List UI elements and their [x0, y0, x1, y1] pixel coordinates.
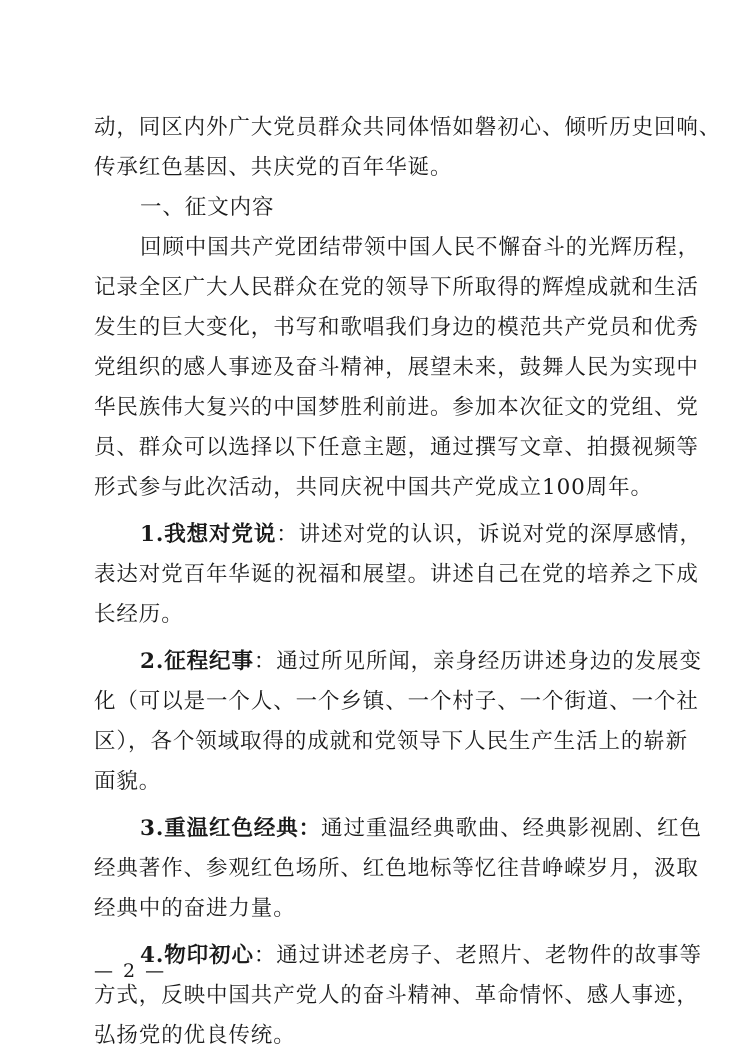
paragraph-line: [94, 849, 699, 889]
page-number: — 2 —: [94, 960, 167, 982]
line-text: 区），各个领域取得的成就和党领导下人民生产生活上的崭新: [94, 729, 689, 754]
paragraph-first-line: [94, 228, 701, 268]
line-text: 员、群众可以选择以下任意主题，通过撰写文章、拍摄视频等: [94, 435, 699, 460]
paragraph-first-line: [94, 188, 654, 228]
paragraph-first-line: [94, 642, 702, 682]
line-text: 传承红色基因、共庆党的百年华诞。: [94, 155, 453, 180]
line-text: 回顾中国共产党团结带领中国人民不懈奋斗的光辉历程，: [140, 235, 701, 260]
line-text: 方式，反映中国共产党人的奋斗精神、革命情怀、感人事迹，: [94, 983, 699, 1008]
line-text: 一、征文内容: [140, 195, 275, 220]
line-text: 化（可以是一个人、一个乡镇、一个村子、一个街道、一个社: [94, 689, 699, 714]
paragraph-line: [94, 268, 699, 308]
document-body: [94, 108, 722, 1056]
line-text: 弘扬党的优良传统。: [94, 1023, 296, 1048]
line-text: 党组织的感人事迹及奋斗精神，展望未来，鼓舞人民为实现中: [94, 355, 699, 380]
paragraph-line: [94, 148, 654, 188]
line-text: 表达对党百年华诞的祝福和展望。讲述自己在党的培养之下成: [94, 562, 699, 587]
paragraph-line: [94, 428, 699, 468]
paragraph-line: [94, 1016, 654, 1056]
line-text: 经典著作、参观红色场所、红色地标等忆往昔峥嵘岁月，汲取: [94, 856, 699, 881]
paragraph-line: [94, 682, 699, 722]
line-text: ：通过所见所闻，亲身经历讲述身边的发展变: [253, 649, 702, 674]
line-text: 形式参与此次活动，共同庆祝中国共产党成立100周年。: [94, 475, 653, 500]
paragraph-line: [94, 108, 722, 148]
paragraph-line: [94, 595, 654, 635]
line-text: 长经历。: [94, 602, 184, 627]
line-text: 记录全区广大人民群众在党的领导下所取得的辉煌成就和生活: [94, 275, 699, 300]
line-text: 发生的巨大变化，书写和歌唱我们身边的模范共产党员和优秀: [94, 315, 699, 340]
line-text: 华民族伟大复兴的中国梦胜利前进。参加本次征文的党组、党: [94, 395, 699, 420]
paragraph-line: [94, 976, 699, 1016]
paragraph-line: [94, 308, 699, 348]
paragraph-line: [94, 722, 689, 762]
paragraph-first-line: [94, 936, 702, 976]
paragraph-line: [94, 348, 699, 388]
line-text: 通过重温经典歌曲、经典影视剧、红色: [321, 816, 702, 841]
line-text: ：讲述对党的认识，诉说对党的深厚感情，: [276, 522, 702, 547]
paragraph-line: [94, 889, 654, 929]
line-text: 面貌。: [94, 769, 162, 794]
line-text: 经典中的奋进力量。: [94, 896, 296, 921]
line-text: 动，同区内外广大党员群众共同体悟如磐初心、倾听历史回响、: [94, 115, 722, 140]
line-text: ：通过讲述老房子、老照片、老物件的故事等: [253, 943, 702, 968]
topic-title: 1.我想对党说: [140, 522, 277, 547]
paragraph-line: [94, 555, 699, 595]
paragraph-first-line: [94, 809, 702, 849]
topic-title: 3.重温红色经典：: [140, 816, 322, 841]
topic-title: 4.物印初心: [140, 943, 254, 968]
paragraph-line: [94, 388, 699, 428]
paragraph-line: [94, 468, 654, 508]
topic-title: 2.征程纪事: [140, 649, 254, 674]
paragraph-line: [94, 762, 654, 802]
paragraph-first-line: [94, 515, 702, 555]
